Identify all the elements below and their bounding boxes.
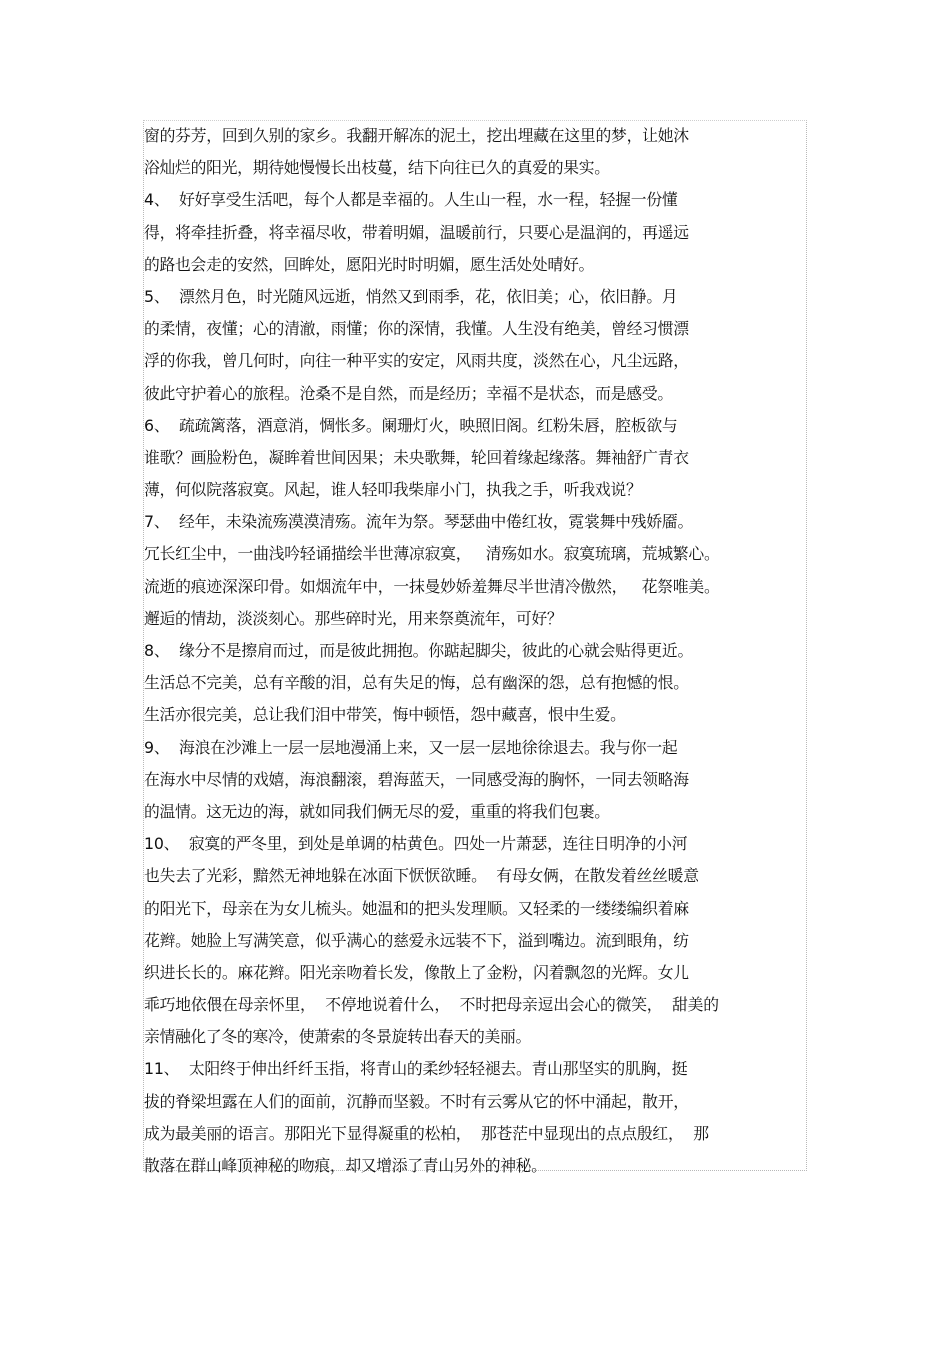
text-line: 浮的你我，曾几何时，向往一种平实的安定，风雨共度，淡然在心，凡尘远路，: [144, 351, 689, 371]
text-line: 4、 好好享受生活吧，每个人都是幸福的。人生山一程，水一程，轻握一份懂: [144, 190, 678, 210]
text-line: 亲情融化了冬的寒冷，使萧索的冬景旋转出春天的美丽。: [144, 1027, 531, 1047]
text-line: 11、 太阳终于伸出纤纤玉指，将青山的柔纱轻轻褪去。青山那坚实的肌胸，挺: [144, 1059, 688, 1079]
text-line: 拔的脊梁坦露在人们的面前，沉静而坚毅。不时有云雾从它的怀中涌起，散开，: [144, 1091, 689, 1111]
text-line: 9、 海浪在沙滩上一层一层地漫涌上来，又一层一层地徐徐退去。我与你一起: [144, 737, 678, 757]
text-line: 谁歌？画脸粉色，凝眸着世间因果；未央歌舞，轮回着缘起缘落。舞袖舒广青衣: [144, 447, 689, 467]
text-line: 5、 漂然月色，时光随风远逝，悄然又到雨季，花，依旧美；心，依旧静。月: [144, 286, 678, 306]
text-line: 得，将牵挂折叠，将幸福尽收，带着明媚，温暖前行，只要心是温润的，再遥远: [144, 222, 689, 242]
text-line: 花辫。她脸上写满笑意，似乎满心的慈爱永远装不下，溢到嘴边。流到眼角，纺: [144, 930, 689, 950]
text-line: 的温情。这无边的海，就如同我们俩无尽的爱，重重的将我们包裹。: [144, 801, 610, 821]
text-line: 的阳光下，母亲在为女儿梳头。她温和的把头发理顺。又轻柔的一缕缕编织着麻: [144, 898, 689, 918]
text-line: 流逝的痕迹深深印骨。如烟流年中，一抹曼妙娇羞舞尽半世清冷傲然， 花祭唯美。: [144, 576, 720, 596]
text-line: 的柔情，夜懂；心的清澈，雨懂；你的深情，我懂。人生没有绝美，曾经习惯漂: [144, 319, 689, 339]
text-line: 织进长长的。麻花辫。阳光亲吻着长发，像散上了金粉，闪着飘忽的光辉。女儿: [144, 962, 689, 982]
text-line: 彼此守护着心的旅程。沧桑不是自然，而是经历；幸福不是状态，而是感受。: [144, 383, 673, 403]
text-line: 生活总不完美，总有辛酸的泪，总有失足的悔，总有幽深的怨，总有抱憾的恨。: [144, 673, 689, 693]
text-line: 散落在群山峰顶神秘的吻痕，却又增添了青山另外的神秘。: [144, 1156, 547, 1175]
text-line: 薄，何似院落寂寞。风起，谁人轻叩我柴扉小门，执我之手，听我戏说？: [144, 480, 642, 500]
text-line: 6、 疏疏篱落，酒意消，惆怅多。阑珊灯火，映照旧阁。红粉朱唇，腔板欲与: [144, 415, 678, 435]
text-line: 10、 寂寞的严冬里，到处是单调的枯黄色。四处一片萧瑟，连往日明净的小河: [144, 834, 688, 854]
text-line: 冗长红尘中，一曲浅吟轻诵描绘半世薄凉寂寞， 清殇如水。寂寞琉璃，荒城繁心。: [144, 544, 720, 564]
text-line: 成为最美丽的语言。那阳光下显得凝重的松柏， 那苍茫中显现出的点点殷红， 那: [144, 1123, 709, 1143]
document-body: [144, 120, 814, 1182]
text-line: 乖巧地依偎在母亲怀里， 不停地说着什么， 不时把母亲逗出会心的微笑， 甜美的: [144, 995, 719, 1015]
text-line: 浴灿烂的阳光，期待她慢慢长出枝蔓，结下向往已久的真爱的果实。: [144, 158, 610, 178]
text-line: 7、 经年，未染流殇漠漠清殇。流年为祭。琴瑟曲中倦红妆，霓裳舞中残娇靥。: [144, 512, 694, 532]
text-line: 在海水中尽情的戏嬉，海浪翻滚，碧海蓝天，一同感受海的胸怀，一同去领略海: [144, 769, 689, 789]
text-line: 窗的芬芳，回到久别的家乡。我翻开解冻的泥土，挖出埋藏在这里的梦，让她沐: [144, 126, 689, 145]
text-line: 8、 缘分不是擦肩而过，而是彼此拥抱。你踮起脚尖，彼此的心就会贴得更近。: [144, 641, 694, 660]
text-line: 的路也会走的安然，回眸处，愿阳光时时明媚，愿生活处处晴好。: [144, 254, 594, 274]
text-line: 邂逅的情劫，淡淡刻心。那些碎时光，用来祭奠流年，可好？: [144, 608, 563, 628]
text-line: 生活亦很完美，总让我们泪中带笑，悔中顿悟，怨中藏喜，恨中生爱。: [144, 705, 626, 725]
text-line: 也失去了光彩，黯然无神地躲在冰面下恹恹欲睡。 有母女俩，在散发着丝丝暖意: [144, 866, 699, 886]
